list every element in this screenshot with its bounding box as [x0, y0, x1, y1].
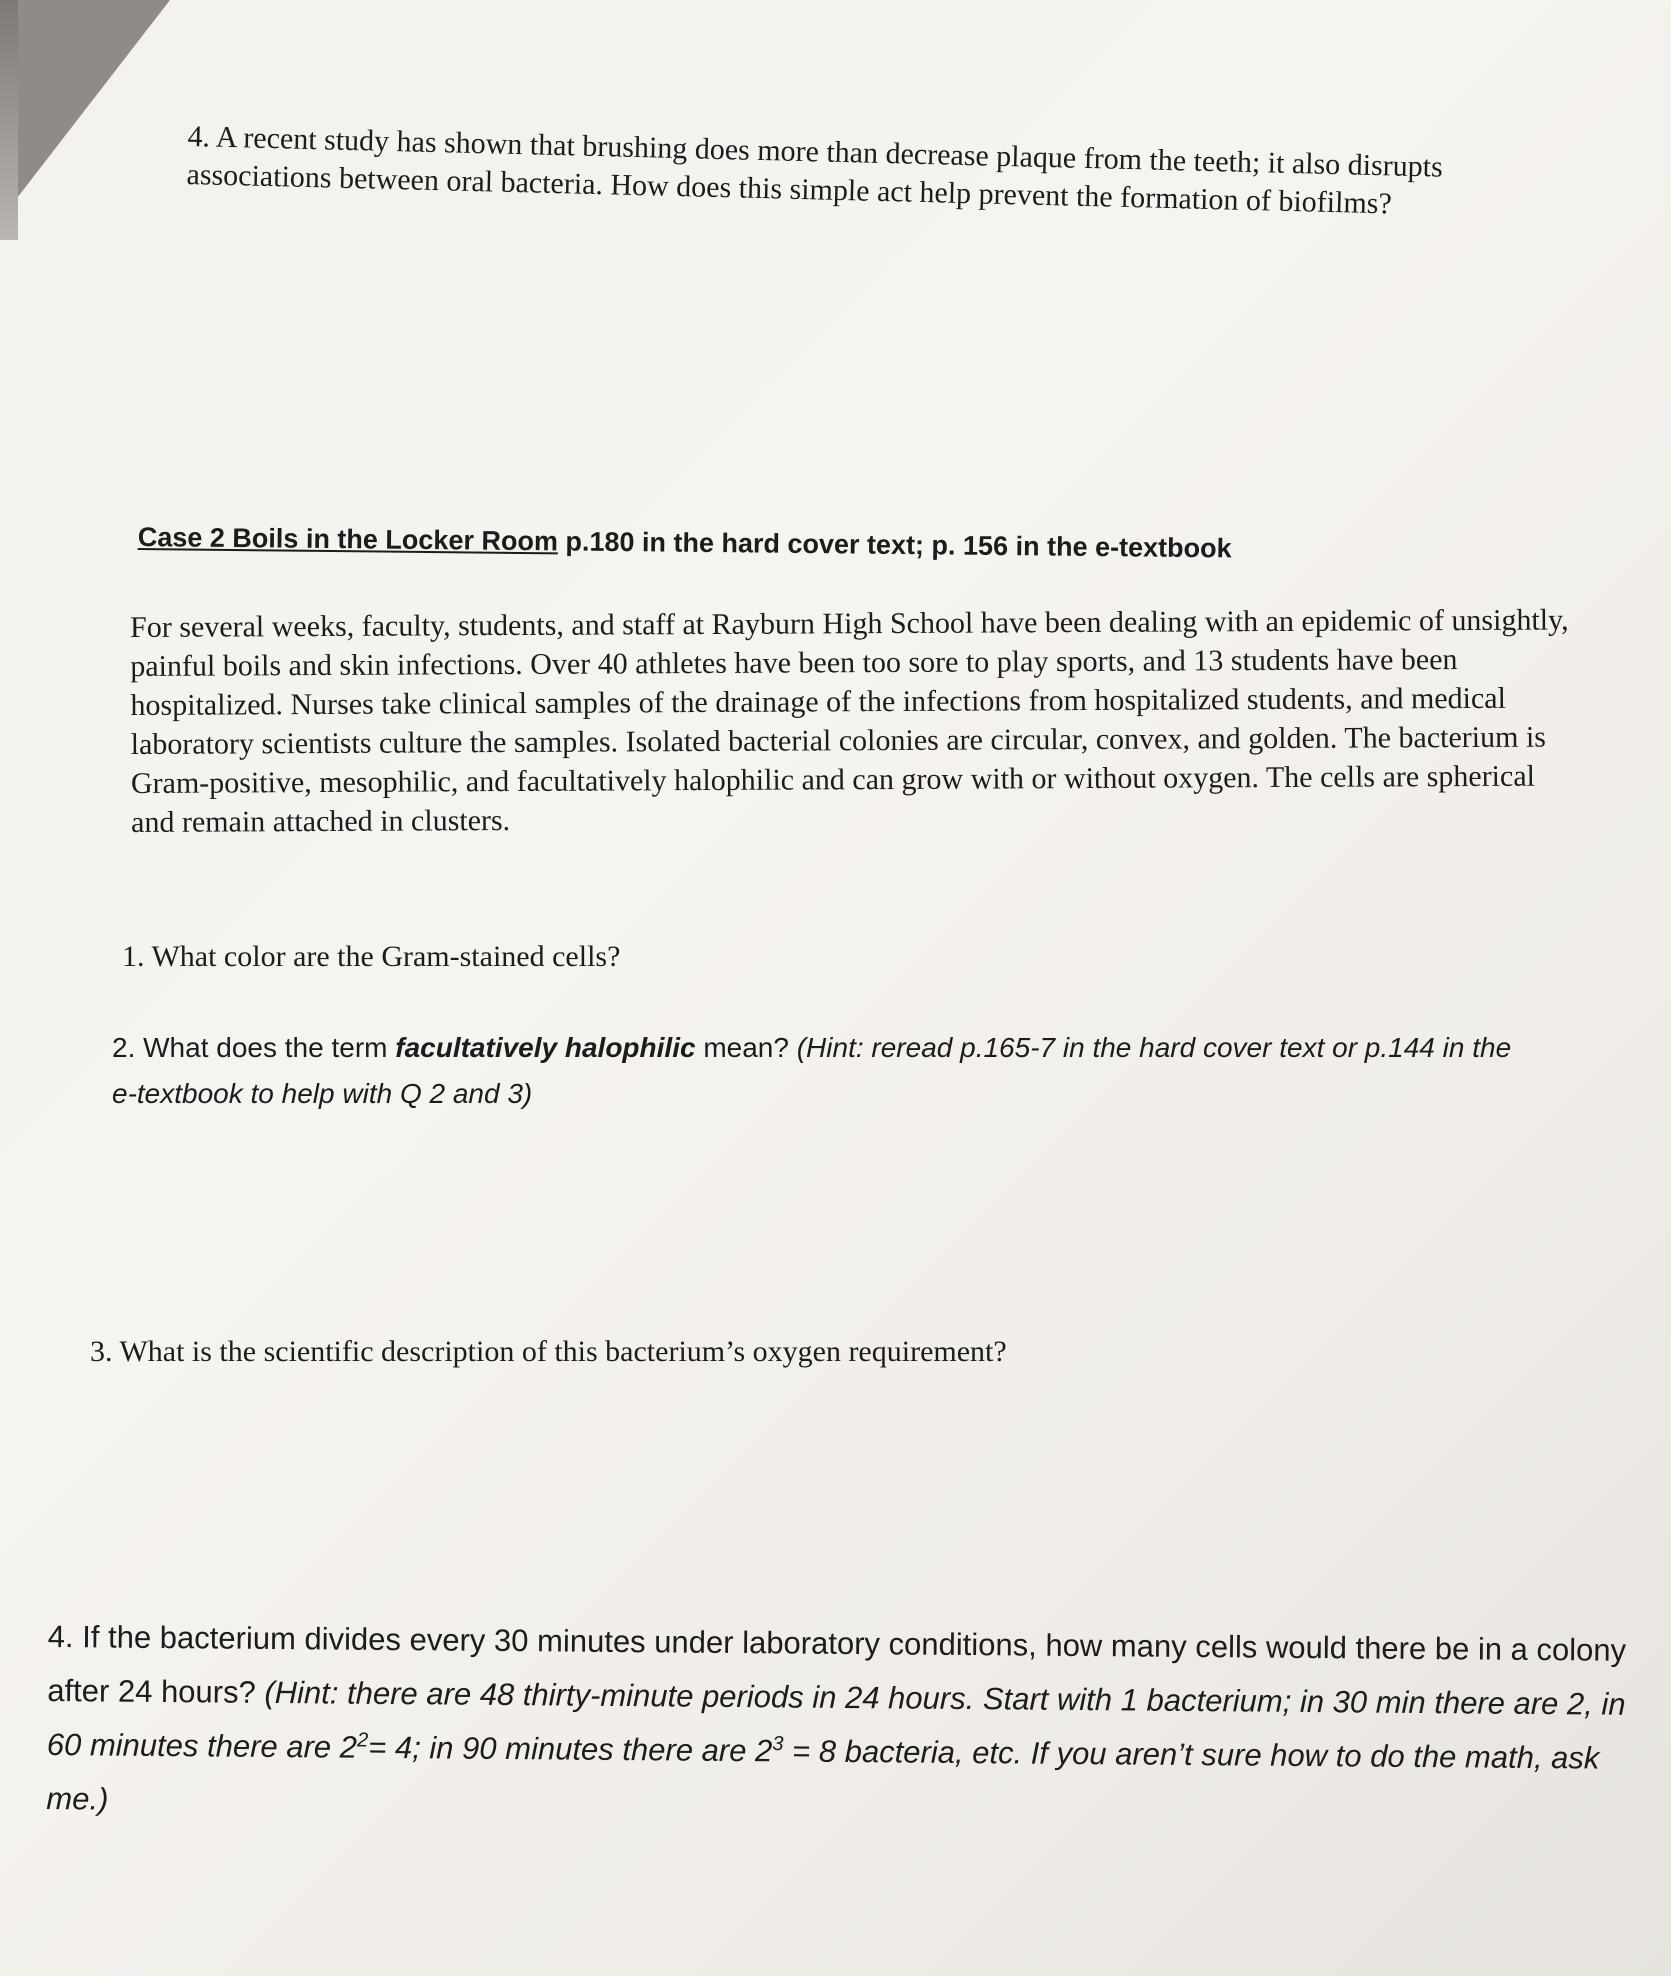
case-title: Case 2 Boils in the Locker Room	[137, 522, 559, 557]
case-page-reference: p.180 in the hard cover text; p. 156 in the e-textbook	[557, 526, 1232, 564]
question-2-hint: (Hint: reread p.165-7 in the hard cover text or p.144 in the e-textbook to help with Q 2 and 3)	[112, 1032, 1512, 1109]
exponent-3: 3	[772, 1732, 784, 1756]
question-2-mid: mean?	[695, 1032, 797, 1063]
question-4-biofilms: 4. A recent study has shown that brushing does more than decrease plaque from the teeth; it also disrupts associations between oral bacteria. How does this simple act help prevent the formation of biofilms?	[186, 119, 1444, 221]
question-4-hint-c: = 8 bacteria, etc. If you aren’t sure how to do the math, ask me.)	[46, 1733, 1600, 1817]
case-heading	[138, 522, 1558, 568]
exponent-2: 2	[356, 1729, 369, 1752]
question-2	[112, 1025, 1542, 1117]
question-1: 1. What color are the Gram-stained cells?	[122, 940, 621, 973]
question-3: 3. What is the scientific description of this bacterium’s oxygen requirement?	[90, 1335, 1007, 1368]
background-corner	[0, 0, 170, 220]
question-4-division	[46, 1610, 1628, 1840]
question-4-main: 4. If the bacterium divides every 30 minutes under laboratory conditions, how many cells would there be in a colony after 24 hours?	[47, 1618, 1627, 1710]
question-2-term: facultatively halophilic	[395, 1032, 696, 1063]
question-2-prefix: 2. What does the term	[112, 1032, 396, 1063]
question-4-hint-a: (Hint: there are 48 thirty-minute periods in 24 hours. Start with 1 bacterium; in 30 min there are 2, in 60 minutes there are 2	[46, 1674, 1626, 1765]
case-description: For several weeks, faculty, students, and staff at Rayburn High School have been dealing with an epidemic of unsightly, painful boils and skin infections. Over 40 athletes have been too sore to play sports, and 13 students have been hospitalized. Nurses take clinical samples of the drainage of the infections from hospitalized students, and medical laboratory scientists culture the samples. Isolated bacterial colonies are circular, convex, and golden. The bacterium is Gram-positive, mesophilic, and facultatively halophilic and can grow with or without oxygen. The cells are spherical and remain attached in clusters.	[130, 603, 1569, 839]
background-edge	[0, 0, 18, 240]
question-4-hint-b: = 4; in 90 minutes there are 2	[368, 1729, 773, 1769]
